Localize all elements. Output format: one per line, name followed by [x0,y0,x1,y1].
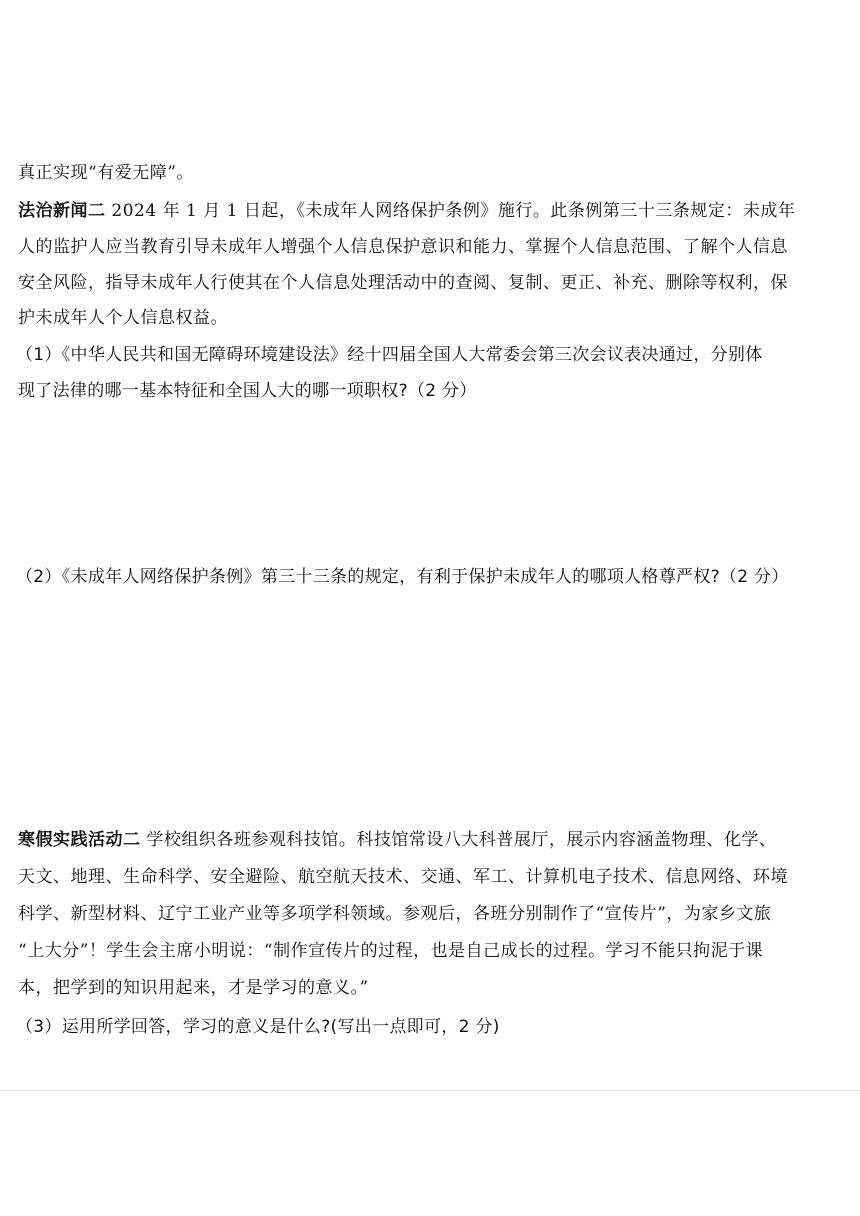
question-1-line-1: （1）《中华人民共和国无障碍环境建设法》经十四届全国人大常委会第三次会议表决通过，分别体 [16,345,763,365]
previous-paragraph-tail: 真正实现“有爱无障”。 [18,163,194,183]
activity2-line-3: 科学、新型材料、辽宁工业产业等多项学科领域。参观后，各班分别制作了“宣传片”，为家乡文旅 [18,904,772,924]
activity2-line-4: “上大分”！学生会主席小明说：“制作宣传片的过程，也是自己成长的过程。学习不能只拘泥于课 [18,941,764,961]
activity2-line-2: 天文、地理、生命科学、安全避险、航空航天技术、交通、军工、计算机电子技术、信息网络、环境 [18,867,788,887]
news2-text-1: 2024 年 1 月 1 日起，《未成年人网络保护条例》施行。此条例第三十三条规定：未成年 [105,201,796,221]
activity2-line-1 [18,829,776,851]
news2-line-4: 护未成年人个人信息权益。 [18,308,228,328]
activity2-label: 寒假实践活动二 [18,830,141,850]
news2-line-2: 人的监护人应当教育引导未成年人增强个人信息保护意识和能力、掌握个人信息范围、了解个人信息 [18,237,788,257]
question-3: （3）运用所学回答，学习的意义是什么?(写出一点即可，2 分) [16,1017,500,1037]
page-bottom-divider [0,1090,860,1091]
activity2-line-5: 本，把学到的知识用起来，才是学习的意义。” [18,978,369,998]
activity2-text-1: 学校组织各班参观科技馆。科技馆常设八大科普展厅，展示内容涵盖物理、化学、 [140,830,777,850]
question-2: （2）《未成年人网络保护条例》第三十三条的规定，有利于保护未成年人的哪项人格尊严权?（2 分） [16,567,789,587]
news2-line-1 [18,200,795,222]
news2-label: 法治新闻二 [18,201,106,221]
question-1-line-2: 现了法律的哪一基本特征和全国人大的哪一项职权?（2 分） [18,381,477,401]
news2-line-3: 安全风险，指导未成年人行使其在个人信息处理活动中的查阅、复制、更正、补充、删除等权利，保 [18,273,788,293]
